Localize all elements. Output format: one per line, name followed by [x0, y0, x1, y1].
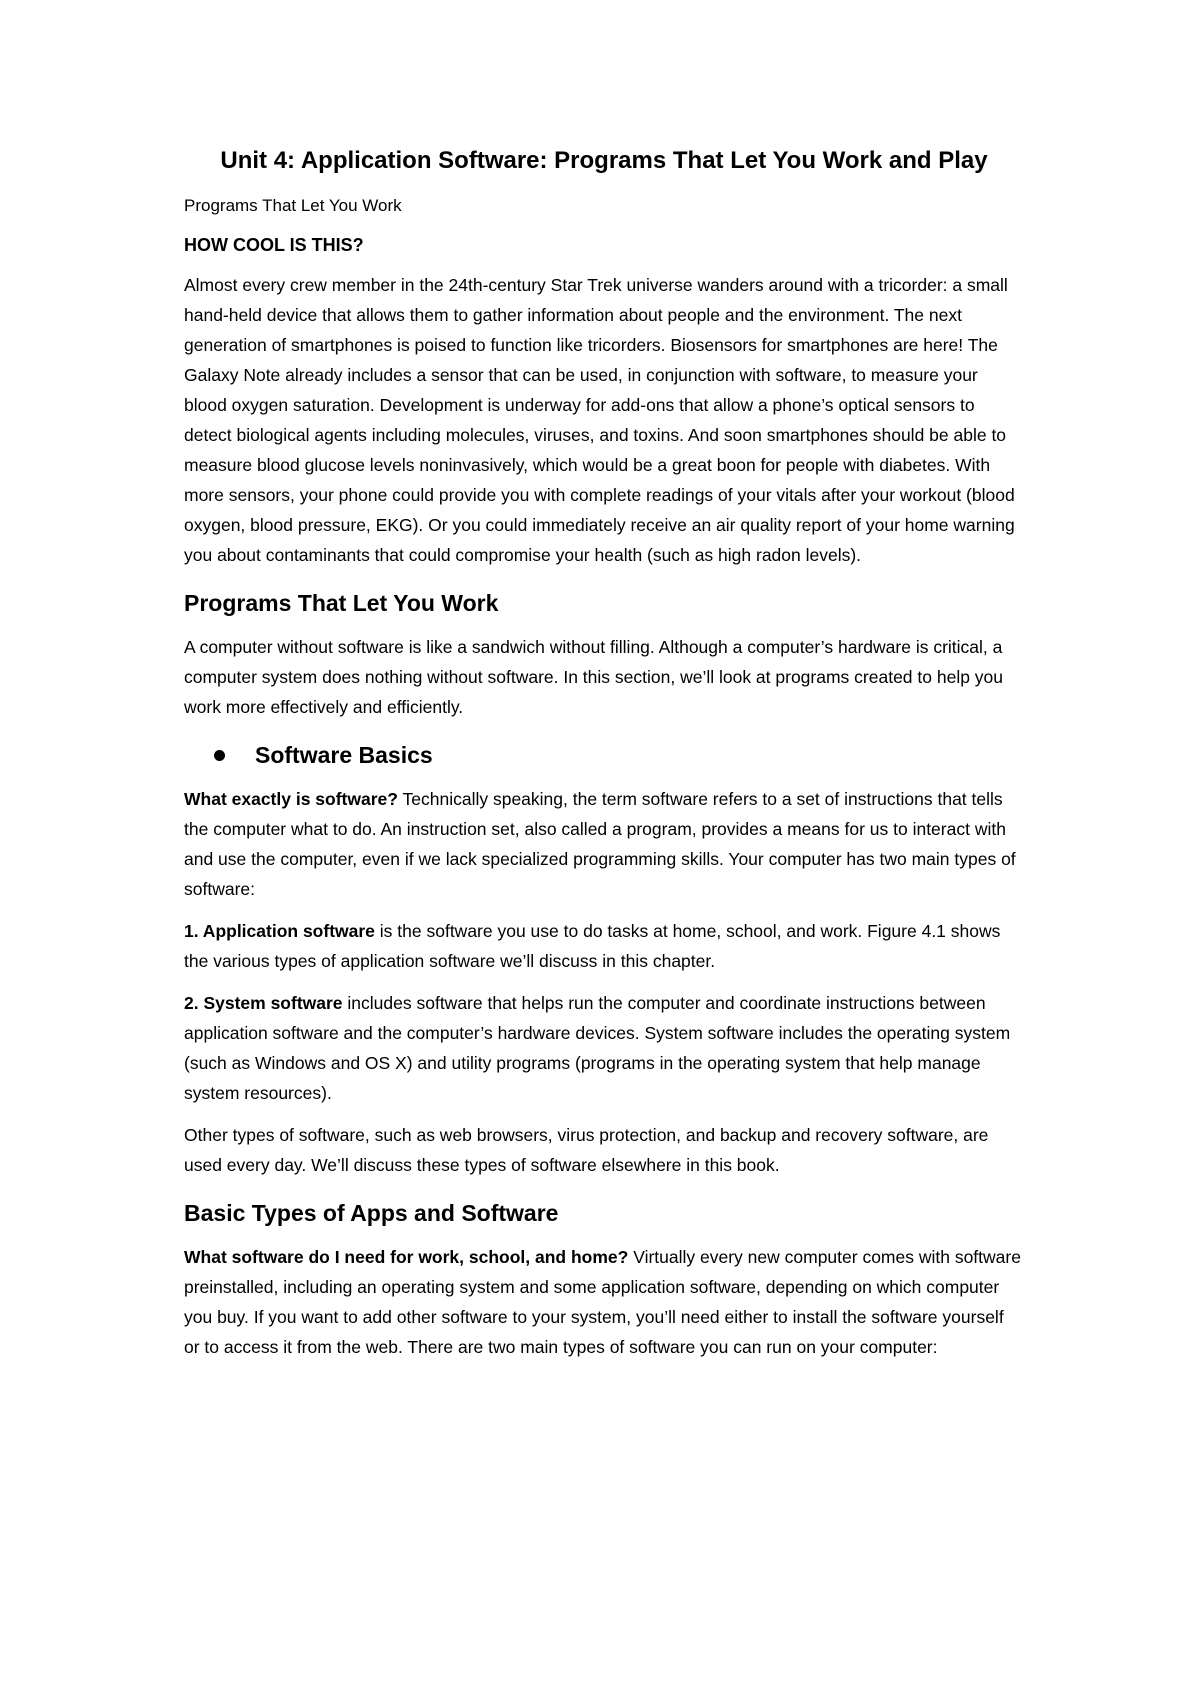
software-basics-text: Technically speaking, the term software refers to a set of instructions that tells the computer what to do. An instruction set, also called a program, provides a means for us to interact with and use the computer, even if we lack specialized programming skills. Your computer has two main types of software: — [184, 789, 1016, 899]
section-heading-programs-work: Programs That Let You Work — [184, 590, 499, 616]
list-item-1-text: is the software you use to do tasks at home, school, and work. Figure 4.1 shows the various types of application software we’ll discuss in this chapter. — [184, 921, 1001, 971]
document-title: Unit 4: Application Software: Programs That Let You Work and Play — [220, 147, 988, 174]
question-bold-text: What exactly is software? — [184, 789, 398, 809]
intro-paragraph: Almost every crew member in the 24th-century Star Trek universe wanders around with a tricorder: a small hand-held device that allows them to gather information about people and the environment. The next generation of smartphones is poised to function like tricorders. Biosensors for smartphones are here! The Galaxy Note already includes a sensor that can be used, in conjunction with software, to measure your blood oxygen saturation. Development is underway for add-ons that allow a phone’s optical sensors to detect biological agents including molecules, viruses, and toxins. And soon smartphones should be able to measure blood glucose levels noninvasively, which would be a great boon for people with diabetes. With more sensors, your phone could provide you with complete readings of your vitals after your workout (blood oxygen, blood pressure, EKG). Or you could immediately receive an air quality report of your home warning you about contaminants that could compromise your health (such as high radon levels). — [184, 275, 1015, 565]
bullet-icon — [214, 750, 225, 761]
programs-work-paragraph: A computer without software is like a sandwich without filling. Although a computer’s hardware is critical, a computer system does nothing without software. In this section, we’ll look at programs created to help you work more effectively and efficiently. — [184, 637, 1004, 717]
basic-types-text: Virtually every new computer comes with software preinstalled, including an operating system and some application software, depending on which computer you buy. If you want to add other software to your system, you’ll need either to install the software yourself or to access it from the web. There are two main types of software you can run on your computer: — [184, 1247, 1021, 1357]
list-item-application-software — [184, 916, 1024, 976]
list-item-2-text: includes software that helps run the computer and coordinate instructions between application software and the computer’s hardware devices. System software includes the operating system (such as Windows and OS X) and utility programs (programs in the operating system that help manage system resources). — [184, 993, 1011, 1103]
bullet-heading-software-basics — [214, 740, 1024, 770]
software-basics-paragraph — [184, 784, 1024, 904]
software-basics-heading-text: Software Basics — [255, 742, 433, 768]
list-item-1-bold: 1. Application software — [184, 921, 375, 941]
basic-types-paragraph — [184, 1242, 1024, 1362]
section-heading-basic-types: Basic Types of Apps and Software — [184, 1200, 559, 1226]
callout-heading: HOW COOL IS THIS? — [184, 235, 364, 255]
document-subtitle: Programs That Let You Work — [184, 196, 402, 215]
list-item-system-software — [184, 988, 1024, 1108]
other-software-paragraph: Other types of software, such as web browsers, virus protection, and backup and recovery software, are used every day. We’ll discuss these types of software elsewhere in this book. — [184, 1125, 989, 1175]
question-bold-text-2: What software do I need for work, school, and home? — [184, 1247, 629, 1267]
document-body — [184, 146, 1024, 1374]
list-item-2-bold: 2. System software — [184, 993, 343, 1013]
